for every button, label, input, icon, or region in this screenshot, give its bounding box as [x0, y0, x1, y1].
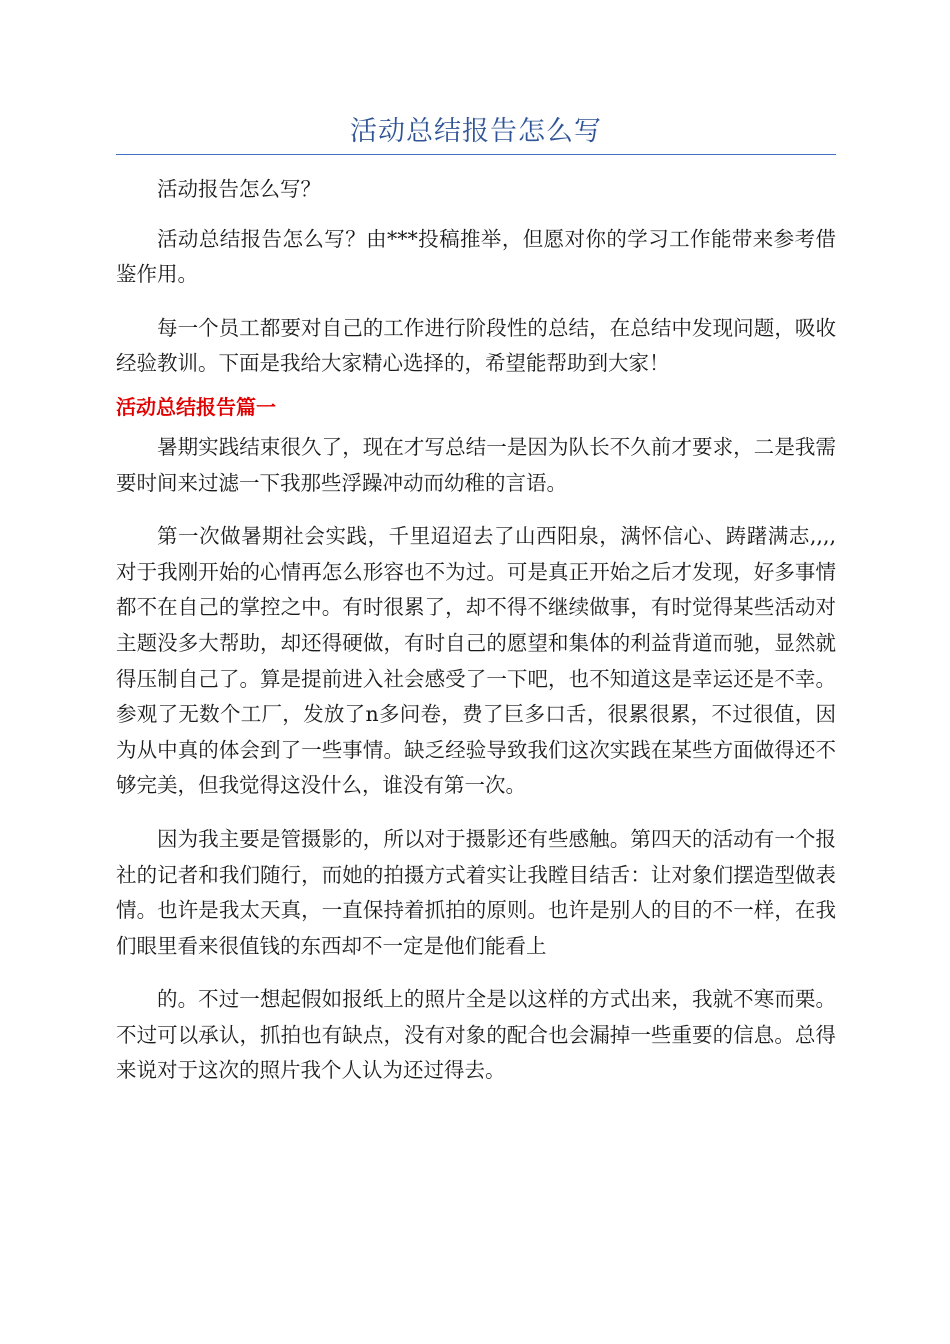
paragraph-intro-submission: 活动总结报告怎么写？由***投稿推举，但愿对你的学习工作能带来参考借鉴作用。: [116, 226, 836, 287]
paragraph-section-2: 第一次做暑期社会实践，千里迢迢去了山西阳泉，满怀信心、踌躇满志,,,,对于我刚开始的心情再怎么形容也不为过。可是真正开始之后才发现，好多事情都不在自己的掌控之中。有时很累了，却不得不继续做事，有时觉得某些活动对主题没多大帮助，却还得硬做，有时自己的愿望和集体的利益背道而驰，显然就得压制自己了。算是提前进入社会感受了一下吧，也不知道这是幸运还是不幸。参观了无数个工厂，发放了n多问卷，费了巨多口舌，很累很累，不过很值，因为从中真的体会到了一些事情。缺乏经验导致我们这次实践在某些方面做得还不够完美，但我觉得这没什么，谁没有第一次。: [116, 524, 836, 798]
title-underline: [116, 154, 836, 155]
paragraph-section-1: 暑期实践结束很久了，现在才写总结一是因为队长不久前才要求，二是我需要时间来过滤一下我那些浮躁冲动而幼稚的言语。: [116, 434, 836, 495]
paragraph-intro-question: 活动报告怎么写？: [157, 177, 321, 201]
paragraph-section-4: 的。不过一想起假如报纸上的照片全是以这样的方式出来，我就不寒而栗。不过可以承认，抓拍也有缺点，没有对象的配合也会漏掉一些重要的信息。总得来说对于这次的照片我个人认为还过得去。: [116, 987, 836, 1083]
document-title: 活动总结报告怎么写: [350, 116, 602, 147]
paragraph-section-3: 因为我主要是管摄影的，所以对于摄影还有些感触。第四天的活动有一个报社的记者和我们随行，而她的拍摄方式着实让我瞠目结舌：让对象们摆造型做表情。也许是我太天真，一直保持着抓拍的原则。也许是别人的目的不一样，在我们眼里看来很值钱的东西却不一定是他们能看上: [116, 826, 836, 958]
document-body: [116, 172, 836, 1107]
section-heading: 活动总结报告篇一: [116, 394, 276, 419]
paragraph-intro-purpose: 每一个员工都要对自己的工作进行阶段性的总结，在总结中发现问题，吸收经验教训。下面是我给大家精心选择的，希望能帮助到大家！: [116, 315, 836, 376]
